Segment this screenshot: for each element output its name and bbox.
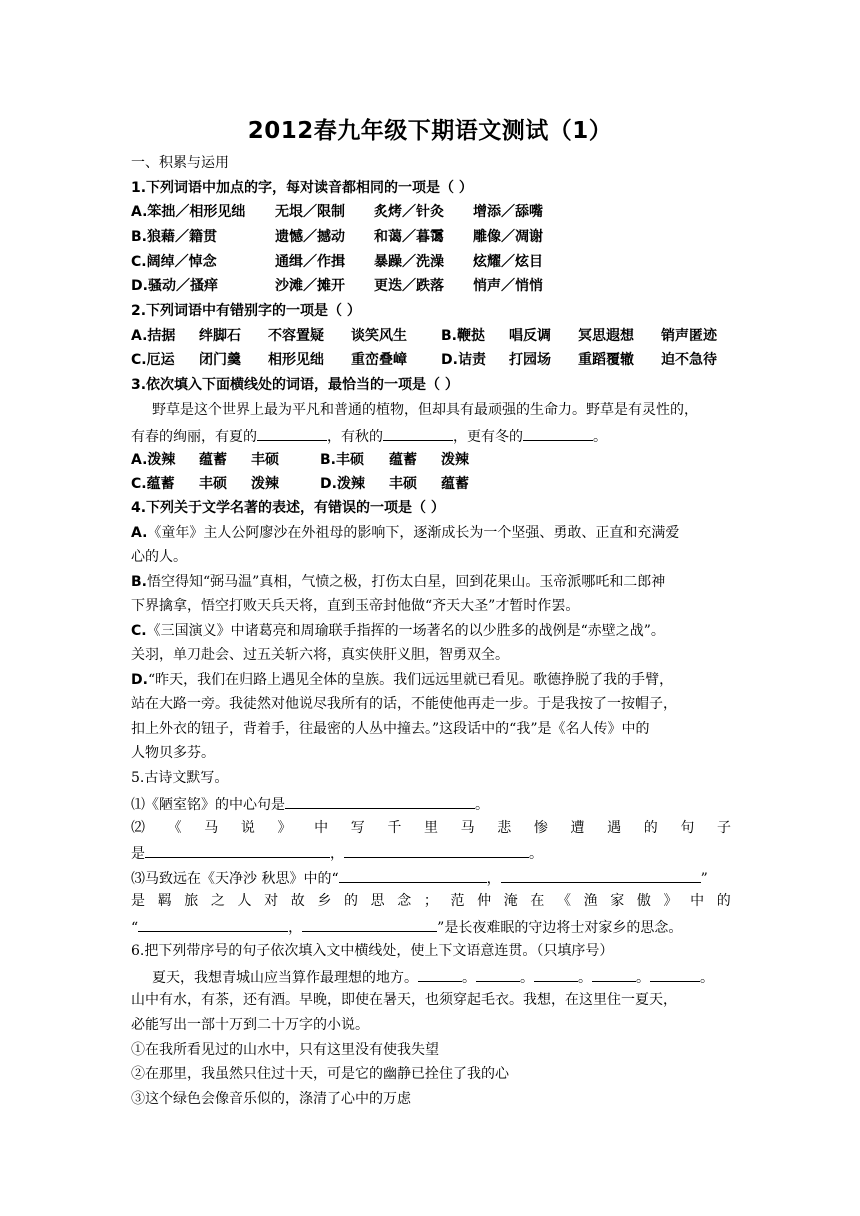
q3-c: 泼辣	[251, 476, 279, 492]
q6-blank-1[interactable]	[418, 966, 462, 982]
q5-3-blank-2[interactable]	[501, 867, 701, 883]
q5-2-text: 。	[529, 846, 543, 862]
q4-option-c-line-2: 关羽，单刀赴会、过五关斩六将，真实侠肝义胆，智勇双全。	[131, 647, 509, 663]
q4-option-b-line-1	[131, 572, 665, 592]
q5-3-text: “	[131, 920, 139, 936]
q5-3-blank-1[interactable]	[339, 867, 487, 883]
q4-option-d-line-3: 扣上外衣的钮子，背着手，往最密的人丛中撞去。”这段话中的“我”是《名人传》中的	[131, 721, 650, 737]
q2-word: 闭门羹	[199, 352, 241, 368]
q3-d: D.泼辣	[320, 476, 365, 492]
q1-b-3: 和蔼／暮霭	[374, 229, 444, 245]
q1-c-1: C.阔绰／悼念	[131, 254, 217, 270]
q2-a-label: A.拮据	[131, 328, 176, 344]
q1-a-4: 增添／舔嘴	[473, 204, 543, 220]
q1-b-4: 雕像／凋谢	[473, 229, 543, 245]
q1-stem: 1.下列词语中加点的字，每对读音都相同的一项是（ ）	[131, 180, 473, 196]
q5-2-char: 的	[643, 820, 658, 836]
q4-option-a-line-1	[131, 523, 679, 543]
q2-word: 重峦叠嶂	[351, 352, 407, 368]
q6-dot: 。	[462, 970, 476, 986]
q5-2-char: 说	[240, 820, 255, 836]
q5-3-char: 羁	[157, 893, 172, 909]
q1-a-3: 炙烤／针灸	[374, 204, 444, 220]
q3-passage-line-1: 野草是这个世界上最为平凡和普通的植物，但却具有最顽强的生命力。野草是有灵性的，	[152, 402, 698, 418]
q5-item-1	[131, 793, 489, 815]
q5-3-text: ，	[486, 871, 501, 887]
q1-c-2: 通缉／作揖	[275, 254, 345, 270]
q6-blank-2[interactable]	[476, 966, 520, 982]
q2-word: 重蹈覆辙	[578, 352, 634, 368]
q4-a-label: A.	[131, 525, 148, 541]
q5-3-char: 故	[290, 893, 305, 909]
q5-2-char: 写	[350, 820, 365, 836]
q3-blank-3[interactable]	[523, 425, 593, 441]
q6-dot: 。	[520, 970, 534, 986]
q5-2-char: 中	[314, 820, 329, 836]
q5-3-char: ；	[423, 893, 438, 909]
q2-word: 不容置疑	[268, 328, 324, 344]
q6-stem: 6.把下列带序号的句子依次填入文中横线处，使上下文语意连贯。（只填序号）	[131, 943, 614, 959]
q5-3-char: 旅	[184, 893, 199, 909]
q2-d-label: D.诘责	[441, 352, 486, 368]
q3-b: B.丰硕	[320, 452, 364, 468]
q6-dot: 。	[700, 970, 714, 986]
q3-d: 丰硕	[389, 476, 417, 492]
q2-stem: 2.下列词语中有错别字的一项是（ ）	[131, 303, 361, 319]
q4-option-d-line-4: 人物贝多芬。	[131, 745, 215, 761]
q3-text: 有春的绚丽，有夏的	[131, 429, 257, 445]
q5-3-blank-3[interactable]	[138, 916, 288, 932]
q1-a-2: 无垠／限制	[275, 204, 345, 220]
q2-word: 销声匿迹	[661, 328, 717, 344]
q6-passage-line-3: 必能写出一部十万到二十万字的小说。	[131, 1017, 369, 1033]
q5-3-char: 》	[663, 893, 678, 909]
q5-item-3-line-1	[131, 867, 708, 889]
q6-dot: 。	[636, 970, 650, 986]
q3-blank-2[interactable]	[383, 425, 453, 441]
q1-d-2: 沙滩／摊开	[275, 278, 345, 294]
q5-3-char: 人	[237, 893, 252, 909]
q5-3-blank-4[interactable]	[302, 916, 437, 932]
q5-3-char: 的	[716, 893, 731, 909]
q6-sentence-1: ①在我所看见过的山水中，只有这里没有使我失望	[131, 1042, 439, 1058]
q5-3-char: 在	[530, 893, 545, 909]
q5-3-char: 中	[690, 893, 705, 909]
q6-sentence-2: ②在那里，我虽然只住过十天，可是它的幽静已拴住了我的心	[131, 1066, 509, 1082]
q5-3-char: 思	[370, 893, 385, 909]
q1-b-1: B.狼藉／籍贯	[131, 229, 217, 245]
q3-text: ，更有冬的	[453, 429, 523, 445]
q4-option-c-line-1	[131, 621, 665, 641]
q5-3-char: 范	[450, 893, 465, 909]
q5-2-char: 悲	[497, 820, 512, 836]
q5-2-char: 句	[680, 820, 695, 836]
q1-b-2: 遗憾／撼动	[275, 229, 345, 245]
q3-c: C.蕴蓄	[131, 476, 175, 492]
q1-d-4: 悄声／悄悄	[473, 278, 543, 294]
q5-2-char: 子	[717, 820, 731, 836]
q5-2-char: 》	[277, 820, 292, 836]
q4-a-text: 《童年》主人公阿廖沙在外祖母的影响下，逐渐成长为一个坚强、勇敢、正直和充满爱	[147, 525, 680, 541]
q5-2-char: 马	[460, 820, 475, 836]
q5-2-char: 《	[167, 820, 182, 836]
q5-2-text: ，	[330, 846, 344, 862]
q2-word: 唱反调	[509, 328, 551, 344]
q2-word: 绊脚石	[199, 328, 241, 344]
q5-2-char: 遇	[607, 820, 622, 836]
q4-d-label: D.	[131, 672, 148, 688]
q2-word: 相形见绌	[268, 352, 324, 368]
q5-3-char: 《	[557, 893, 571, 909]
q5-3-char: 傲	[636, 893, 651, 909]
q3-a: 丰硕	[251, 452, 279, 468]
q1-d-1: D.骚动／搔痒	[131, 278, 218, 294]
q5-2-blank-1[interactable]	[145, 842, 330, 858]
q3-text: ，有秋的	[327, 429, 383, 445]
q5-2-blank-2[interactable]	[344, 842, 529, 858]
q5-3-text: ，	[288, 920, 303, 936]
q5-2-text: 是	[131, 846, 145, 862]
q4-option-d-line-2: 站在大路一旁。我徒然对他说尽我所有的话，不能使他再走一步。于是我按了一按帽子，	[131, 696, 677, 712]
q1-d-3: 更迭／跌落	[374, 278, 444, 294]
q5-item-2-line-2	[131, 842, 543, 864]
q5-2-char: 千	[387, 820, 402, 836]
q5-1-blank[interactable]	[285, 793, 475, 809]
q5-3-char: 念	[397, 893, 412, 909]
q5-2-char: 马	[204, 820, 219, 836]
q5-stem: 5.古诗文默写。	[131, 770, 229, 786]
q5-3-char: 之	[210, 893, 225, 909]
q5-3-char: 的	[344, 893, 358, 909]
q4-c-text: 《三国演义》中诸葛亮和周瑜联手指挥的一场著名的以少胜多的战例是“赤壁之战”。	[146, 623, 665, 639]
q4-b-label: B.	[131, 574, 147, 590]
q3-d: 蕴蓄	[441, 476, 469, 492]
q5-3-text: ”	[700, 871, 708, 887]
q3-b: 泼辣	[441, 452, 469, 468]
q4-stem: 4.下列关于文学名著的表述，有错误的一项是（ ）	[131, 500, 445, 516]
q6-passage-line-2: 山中有水，有茶，还有酒。早晚，即使在暑天，也须穿起毛衣。我想，在这里住一夏天，	[131, 992, 677, 1008]
q5-3-char: 乡	[317, 893, 332, 909]
q3-a: 蕴蓄	[199, 452, 227, 468]
q2-word: 冥思遐想	[578, 328, 634, 344]
q3-passage-line-2	[131, 425, 607, 447]
q2-c-label: C.厄运	[131, 352, 175, 368]
q5-2-char: 惨	[533, 820, 548, 836]
q6-passage-line-1	[152, 966, 714, 988]
q4-b-text: 悟空得知“弼马温”真相，气愤之极，打伤太白星，回到花果山。玉帝派哪吒和二郎神	[147, 574, 666, 590]
q1-a-1: A.笨拙／相形见绌	[131, 204, 246, 220]
q5-3-text: ⑶马致远在《天净沙 秋思》中的“	[131, 871, 339, 887]
q4-c-label: C.	[131, 623, 147, 639]
q5-2-char: 里	[424, 820, 438, 836]
q6-blank-3[interactable]	[534, 966, 578, 982]
section-heading: 一、积累与运用	[131, 155, 229, 171]
q3-blank-1[interactable]	[257, 425, 327, 441]
q3-a: A.泼辣	[131, 452, 176, 468]
q5-3-text: ”是长夜难眠的守边将士对家乡的思念。	[437, 920, 683, 936]
q6-dot: 。	[578, 970, 592, 986]
q3-b: 蕴蓄	[389, 452, 417, 468]
q4-d-text: “昨天，我们在归路上遇见全体的皇族。我们远远里就已看见。歌德挣脱了我的手臂，	[147, 672, 674, 688]
q5-item-3-line-2	[131, 891, 731, 911]
exam-title: 2012春九年级下期语文测试（1）	[247, 118, 613, 144]
q1-c-3: 暴躁／洗澡	[374, 254, 444, 270]
q5-2-char: ⑵	[131, 820, 145, 836]
q6-sentence-3: ③这个绿色会像音乐似的，涤清了心中的万虑	[131, 1091, 411, 1107]
q5-item-2-line-1	[131, 818, 731, 838]
q5-1-end: 。	[475, 797, 489, 813]
q6-blank-4[interactable]	[592, 966, 636, 982]
q5-3-char: 渔	[583, 893, 598, 909]
q5-1-text: ⑴《陋室铭》的中心句是	[131, 797, 285, 813]
q2-word: 打园场	[509, 352, 551, 368]
q2-word: 迫不急待	[661, 352, 717, 368]
q4-option-b-line-2: 下界擒拿，悟空打败天兵天将，直到玉帝封他做“齐天大圣”才暂时作罢。	[131, 598, 580, 614]
q6-blank-5[interactable]	[650, 966, 700, 982]
q2-word: 谈笑风生	[351, 328, 407, 344]
q1-c-4: 炫耀／炫目	[473, 254, 543, 270]
q5-3-char: 仲	[477, 893, 492, 909]
q5-3-char: 对	[264, 893, 279, 909]
q3-text: 。	[593, 429, 607, 445]
q4-option-d-line-1	[131, 670, 673, 690]
q4-option-a-line-2: 心的人。	[131, 549, 187, 565]
q6-text: 夏天，我想青城山应当算作最理想的地方。	[152, 970, 418, 986]
q5-3-char: 淹	[503, 893, 518, 909]
q5-2-char: 遭	[570, 820, 585, 836]
q3-stem: 3.依次填入下面横线处的词语，最恰当的一项是（ ）	[131, 377, 459, 393]
q5-item-3-line-3	[131, 916, 682, 938]
q2-b-label: B.鞭挞	[441, 328, 485, 344]
q3-c: 丰硕	[199, 476, 227, 492]
q5-3-char: 家	[610, 893, 625, 909]
q5-3-char: 是	[131, 893, 145, 909]
